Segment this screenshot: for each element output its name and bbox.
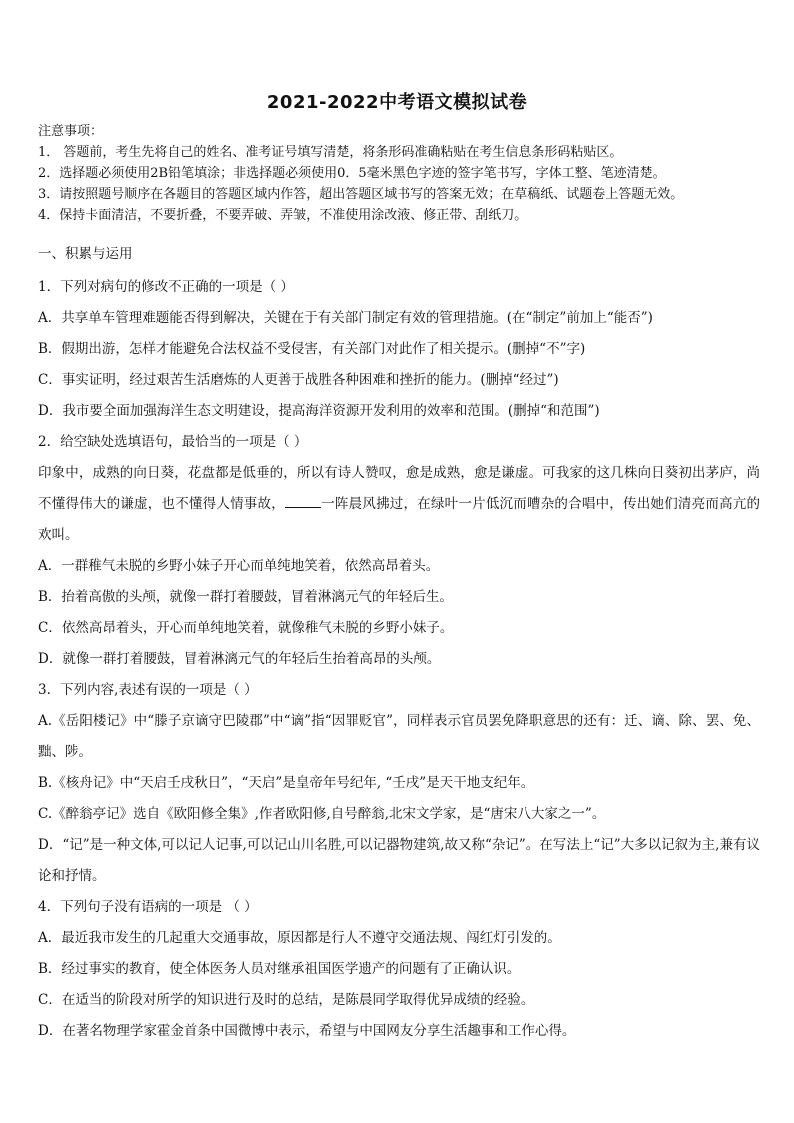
option-a: A．共享单车管理难题能否得到解决，关键在于有关部门制定有效的管理措施。(在“制定”前加上“能否”) [38,310,653,326]
option-c: C．依然高昂着头，开心而单纯地笑着，就像稚气未脱的乡野小妹子。 [38,620,454,636]
option-d: D．我市要全面加强海洋生态文明建设，提高海洋资源开发利用的效率和范围。(删掉“和范围”) [38,403,600,419]
question-3 [38,675,760,892]
passage-text-before: 印象中，成熟的向日葵，花盘都是低垂的，所以有诗人赞叹，愈是成熟，愈是谦虚。可我家的这几株向日葵初出茅庐，尚不懂得伟大的谦虚，也不懂得人情事故， [38,465,760,512]
question-1 [38,272,760,427]
option-a: A.《岳阳楼记》中“滕子京谪守巴陵郡”中“谪”指“因罪贬官”，同样表示官员罢免降职意思的还有：迁、谪、除、罢、免、黜、陟。 [38,713,760,760]
questions-area [38,244,760,1047]
passage-text-after: 一阵晨风拂过，在绿叶一片低沉而嘈杂的合唱中，传出她们清亮而高亢的欢叫。 [38,496,761,543]
question-2 [38,427,760,675]
question-4 [38,892,760,1047]
option-b: B．经过事实的教育，使全体医务人员对继承祖国医学遗产的问题有了正确认识。 [38,961,521,977]
exam-title: 2021-2022中考语文模拟试卷 [266,92,528,113]
question-stem: 2．给空缺处选填语句，最恰当的一项是（ ） [38,434,308,450]
option-b: B．抬着高傲的头颅，就像一群打着腰鼓，冒着淋漓元气的年轻后生。 [38,589,453,605]
notice-heading: 注意事项： [38,124,104,139]
notice-block [38,121,758,226]
question-stem: 1．下列对病句的修改不正确的一项是（ ） [38,279,294,295]
reading-passage [38,458,760,551]
option-d: D．就像一群打着腰鼓，冒着淋漓元气的年轻后生抬着高昂的头颅。 [38,651,441,667]
notice-item: 1． 答题前，考生先将自己的姓名、准考证号填写清楚，将条形码准确粘贴在考生信息条形码粘贴区。 [38,145,623,160]
section-title: 一、积累与运用 [38,246,133,262]
option-d: D．在著名物理学家霍金首条中国微博中表示，希望与中国网友分享生活趣事和工作心得。 [38,1023,576,1039]
option-b: B.《核舟记》中“天启壬戌秋日”，“天启”是皇帝年号纪年, “壬戌”是天干地支纪年。 [38,775,535,791]
answer-blank [285,495,321,508]
option-a: A．一群稚气未脱的乡野小妹子开心而单纯地笑着，依然高昂着头。 [38,558,440,574]
option-c: C.《醉翁亭记》选自《欧阳修全集》,作者欧阳修,自号醉翁,北宋文学家，是“唐宋八大家之一”。 [38,806,606,822]
notice-item: 4．保持卡面清洁，不要折叠，不要弄破、弄皱，不准使用涂改液、修正带、刮纸刀。 [38,208,528,223]
notice-item: 2．选择题必须使用2B铅笔填涂；非选择题必须使用0．5毫米黑色字迹的签字笔书写，字体工整、笔迹清楚。 [38,166,666,181]
option-d: D．“记”是一种文体,可以记人记事,可以记山川名胜,可以记器物建筑,故又称“杂记”。在写法上“记”大多以记叙为主,兼有议论和抒情。 [38,837,760,884]
option-c: C．在适当的阶段对所学的知识进行及时的总结，是陈晨同学取得优异成绩的经验。 [38,992,535,1008]
option-a: A．最近我市发生的几起重大交通事故，原因都是行人不遵守交通法规、闯红灯引发的。 [38,930,561,946]
question-stem: 3．下列内容,表述有误的一项是（ ） [38,682,258,698]
notice-item: 3．请按照题号顺序在各题目的答题区域内作答，超出答题区域书写的答案无效；在草稿纸、试题卷上答题无效。 [38,187,684,202]
option-c: C．事实证明，经过艰苦生活磨炼的人更善于战胜各种困难和挫折的能力。(删掉“经过”) [38,372,559,388]
option-b: B．假期出游，怎样才能避免合法权益不受侵害，有关部门对此作了相关提示。(删掉“不”字) [38,341,586,357]
question-stem: 4．下列句子没有语病的一项是 （ ） [38,899,258,915]
